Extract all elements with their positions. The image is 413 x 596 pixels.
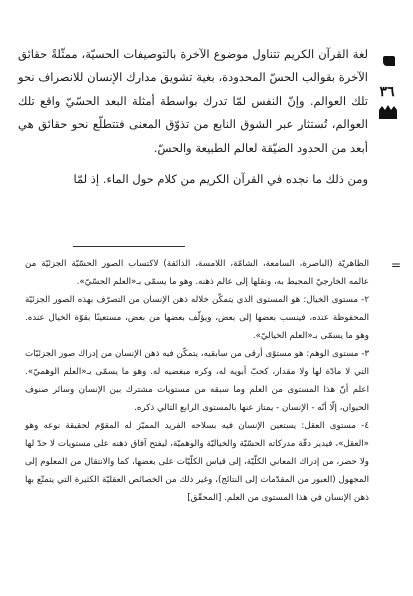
footnote-item: الظاهريّة (الباصرة، السامعة، الشامّة، اللامسة، الذائقة) لاكتساب الصور الحسّيّة الجزئيّة من عالمه الخارجيّ المحيط به، ونقلها إلى عالم ذهنه. وهو ما يسمّى بـ«العلم الحسّيّ». bbox=[25, 259, 369, 287]
body-paragraph: لغة القرآن الكريم تتناول موضوع الآخرة بالتوصيفات الحسيّة، ممثّلةً حقائق الآخرة بقوالب الحسّ المحدودة، بغية تشويق مدارك الإنسان للانصراف نحو تلك العوالم. وإنّ النفس لمّا تدرك بواسطة أمثلة البعد الحسّيّ واقع تلك العوالم، تُستثار عبر الشوق النابع من تذوّق المعنى فتتطلّع نحو حقائق هي أبعد من الحدود الضيّقة لعالم الطبيعة والحسّ. bbox=[18, 47, 368, 155]
footnote-item: ٢- مستوى الخيال: هو المستوى الذي يتمكّن خلاله ذهن الإنسان من التصرّف بهذه الصور الجزئيّة المحفوظة عنده، فينسب بعضها إلى بعض، ويؤلّف بعضها من بعض، مستعينًا بقوّة الخيال عنده. وهو ما يسمّى بـ«العلم الخياليّ». bbox=[25, 295, 369, 341]
footnote-item: ٤- مستوى العقل: يستعين الإنسان فيه بسلاحه الفريد المميّز له المقوّم لحقيقة نوعه وهو «العقل»، فيدير دفّة مدركاته الحسّيّة والخياليّة والوهميّة، ليفتح آفاق ذهنه على مستويات لا حدّ لها ولا حصر، من إدراك المعاني الكلّيّة، إلى قياس الكلّيّات على بعضها، كما والانتقال من المعلوم إلى المجهول (العبور من المقدّمات إلى النتائج)، وغير ذلك من الخصائص العقليّة الكثيرة التي يتمتّع بها ذهن الإنسان في هذا المستوى من العلم. [المحقّق] bbox=[25, 421, 369, 503]
footnote-item: ٣- مستوى الوهم: هو مستوًى أرقى من سابقيه، يتمكّن فيه ذهن الإنسان من إدراك صور الجزئيّات التي لا مادّة لها ولا مقدار، كحبّ أبويه له، وكره مبغضيه له. وهو ما يسمّى بـ«العلم الوهميّ». اعلم أنّ هذا المستوى من العلم وما سبقه من مستويات مشترك بين الإنسان وسائر صنوف الحيوان، إلّا أنّه - الإنسان - يمتاز عنها بالمستوى الرابع التالي ذكره. bbox=[25, 349, 369, 413]
continuation-marker: = bbox=[390, 258, 401, 272]
page-number: ٣٦ bbox=[379, 84, 395, 100]
page-marker bbox=[383, 56, 395, 66]
body-paragraph: ومن ذلك ما نجده في القرآن الكريم من كلام حول الماء. إذ لمّا bbox=[73, 172, 368, 187]
main-text bbox=[18, 43, 368, 191]
ornament-icon bbox=[378, 104, 398, 120]
footnotes bbox=[25, 255, 369, 507]
footnote-divider bbox=[73, 246, 185, 247]
